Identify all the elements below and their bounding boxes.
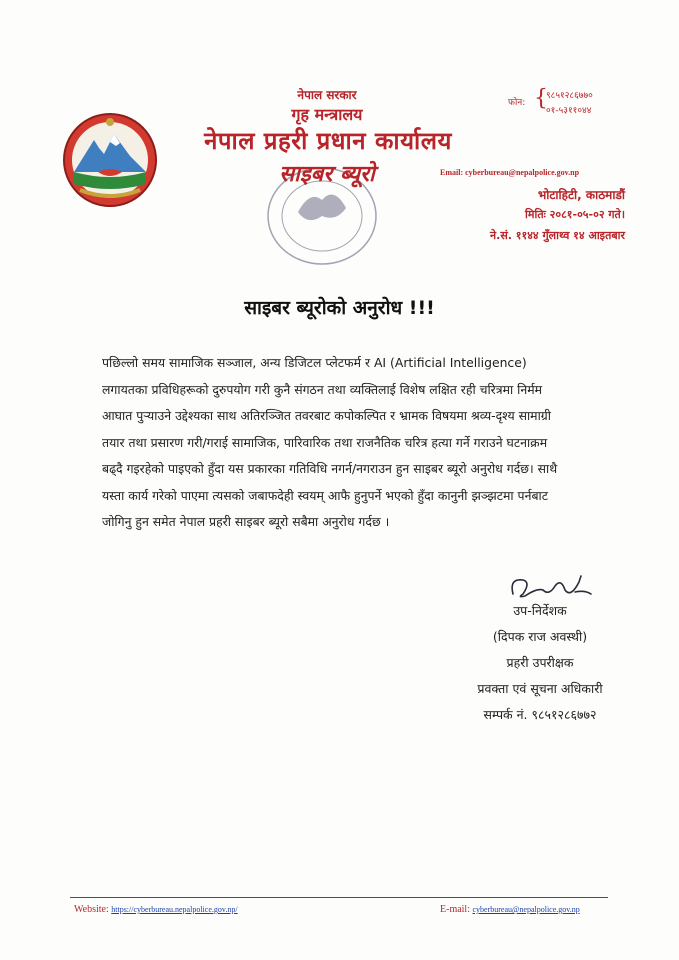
notice-body [102,350,632,536]
footer-divider [70,897,608,898]
ministry-name: गृह मन्त्रालय [291,105,363,124]
nepal-sambat-date: ने.सं. ११४४ गुँलाथ्व १४ आइतबार [490,229,625,242]
signatory-contact: सम्पर्क नं. ९८५१२८६७७२ [483,707,597,722]
letter-date: मितिः २०८१-०५-०२ गते। [525,208,625,221]
notice-heading: साइबर ब्यूरोको अनुरोध !!! [244,297,435,319]
phone-brace: { [534,86,548,111]
body-line: लगायतका प्रविधिहरूको दुरुपयोग गरी कुनै संगठन तथा व्यक्तिलाई विशेष लक्षित रही चरित्रमा निर्मम [102,381,543,397]
government-name: नेपाल सरकार [297,88,357,102]
nepal-emblem-icon [60,110,160,210]
body-line: बढ्दै गइरहेको पाइएको हुँदा यस प्रकारका गतिविधि नगर्न/नगराउन हुन साइबर ब्यूरो अनुरोध गर्दछ। साथै [102,461,558,476]
signature-block [440,598,640,728]
header-email: Email: cyberbureau@nepalpolice.gov.np [440,168,580,177]
email-link[interactable]: cyberbureau@nepalpolice.gov.np [472,905,580,914]
body-line: पछिल्लो समय सामाजिक सञ्जाल, अन्य डिजिटल प्लेटफर्म र AI (Artificial Intelligence) [102,355,527,370]
signatory-name: (दिपक राज अवस्थी) [492,629,588,644]
footer-website [74,904,238,915]
bureau-name: साइबर ब्यूरो [279,162,375,187]
website-link[interactable]: https://cyberbureau.nepalpolice.gov.np/ [111,905,238,914]
signatory-designation: उप-निर्देशक [513,603,567,618]
phone-number-2: ०१-५३११०४४ [546,106,592,116]
phone-label: फोन: [508,98,526,108]
footer-email [440,904,580,915]
body-line: तयार तथा प्रसारण गरी/गराई सामाजिक, पारिवारिक तथा राजनैतिक चरित्र हत्या गर्ने गराउने घटनाक्रम [102,434,548,450]
email-label: E-mail: [440,904,470,915]
signatory-role: प्रवक्ता एवं सूचना अधिकारी [477,681,603,696]
phone-number-1: ९८५१२८६७७० [546,91,593,101]
signatory-rank: प्रहरी उपरीक्षक [506,655,574,670]
body-line: जोगिनु हुन समेत नेपाल प्रहरी साइबर ब्यूरो सबैमा अनुरोध गर्दछ । [102,514,390,529]
body-line: यस्ता कार्य गरेको पाएमा त्यसको जबाफदेही स्वयम् आफै हुनुपर्ने भएको हुँदा कानुनी झञ्झटमा पर्नबाट [102,487,549,503]
website-label: Website: [74,904,109,915]
office-name: नेपाल प्रहरी प्रधान कार्यालय [204,127,452,155]
office-location: भोटाहिटी, काठमाडौं [537,188,625,202]
body-line: आघात पुऱ्याउने उद्देश्यका साथ अतिरञ्जित तवरबाट कपोकल्पित र भ्रामक विषयमा श्रव्य-दृश्य सामाग्री [102,408,551,423]
